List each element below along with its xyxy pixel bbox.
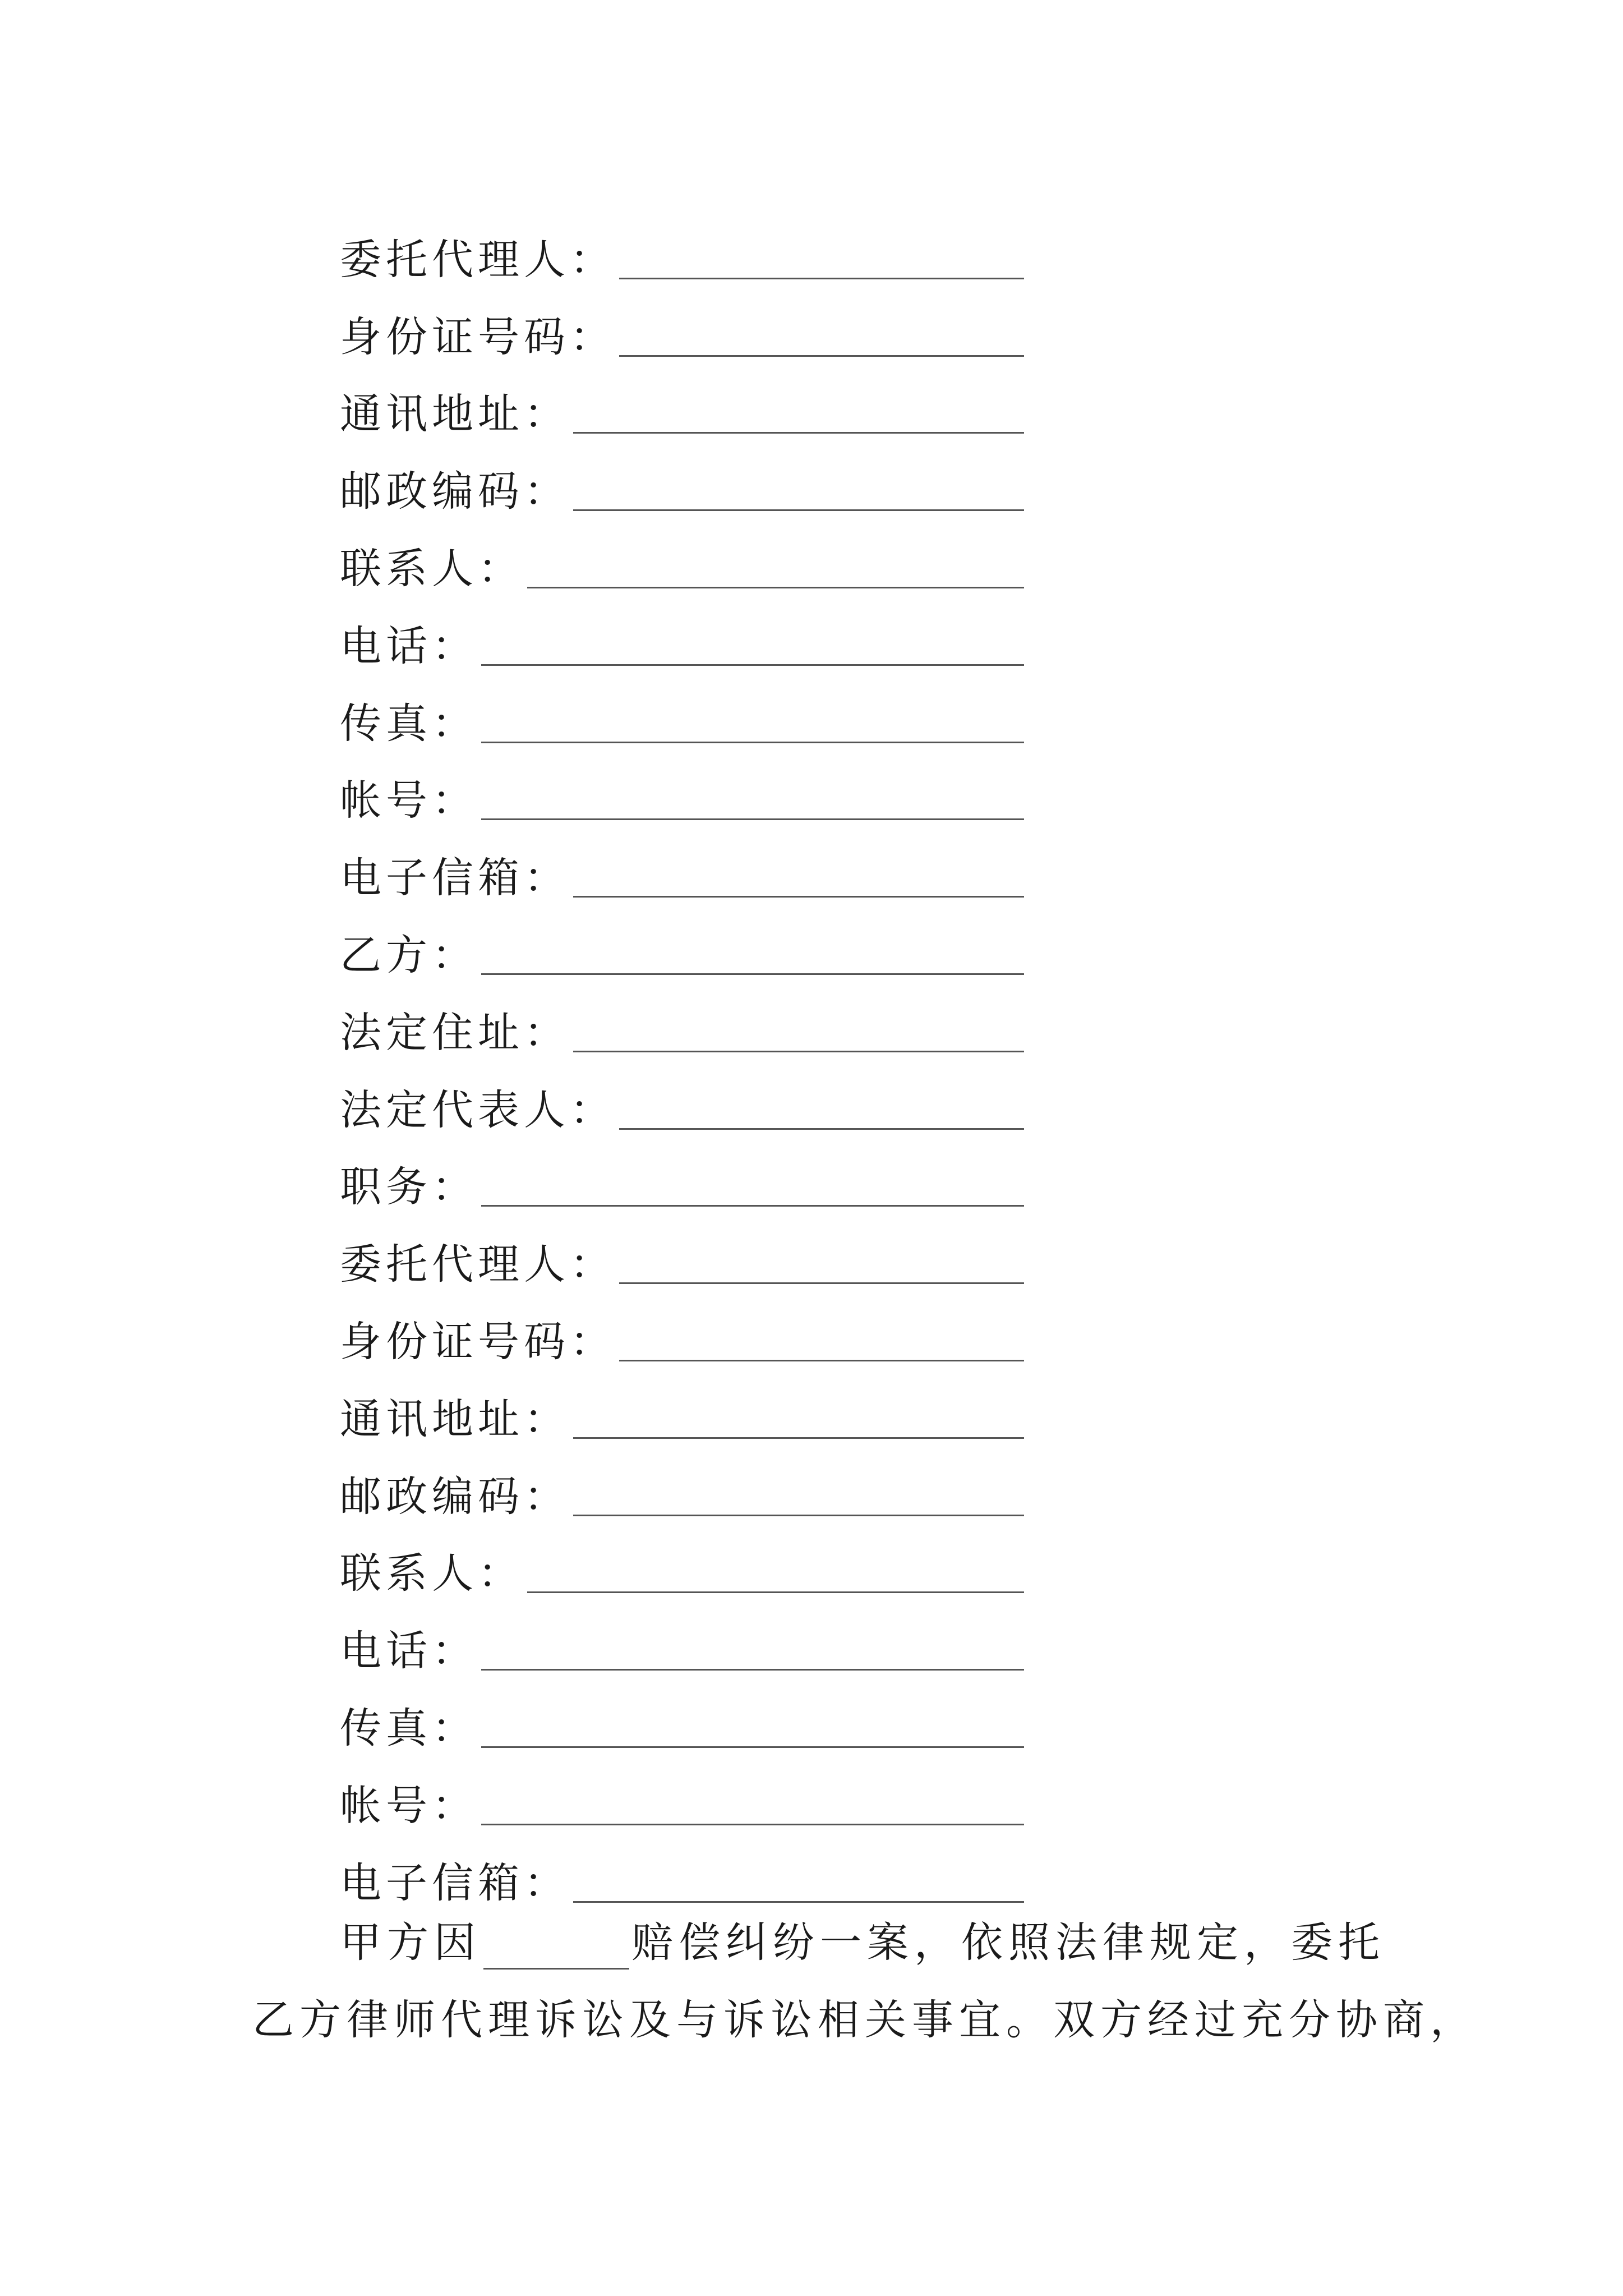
paragraph-text: 甲方因 <box>340 1918 481 1967</box>
field-label: 邮政编码： <box>340 1472 570 1521</box>
field-label: 帐号： <box>340 776 478 825</box>
field-row <box>340 1134 1024 1212</box>
field-row <box>340 1366 1024 1443</box>
field-row <box>340 1289 1024 1366</box>
field-row <box>340 1443 1024 1521</box>
field-label: 身份证号码： <box>340 312 616 361</box>
field-label: 法定住址： <box>340 1008 570 1057</box>
fill-in-blank[interactable] <box>619 1282 1024 1284</box>
field-row <box>340 1211 1024 1289</box>
fill-in-blank[interactable] <box>481 1746 1024 1748</box>
fill-in-blank[interactable] <box>573 509 1024 511</box>
paragraph-line <box>252 1904 1385 1982</box>
field-label: 传真： <box>340 699 478 748</box>
field-label: 联系人： <box>340 1549 524 1598</box>
field-label: 委托代理人： <box>340 1240 616 1289</box>
field-row <box>340 1675 1024 1752</box>
paragraph-text: 赔偿纠纷一案，依照法律规定，委托 <box>631 1918 1385 1967</box>
field-row <box>340 438 1024 516</box>
field-label: 通讯地址： <box>340 1395 570 1443</box>
paragraph-text: 乙方律师代理诉讼及与诉讼相关事宜。双方经过充分协商， <box>252 1995 1477 2044</box>
fill-in-blank[interactable] <box>573 896 1024 898</box>
fill-in-blank[interactable] <box>527 587 1024 588</box>
fill-in-blank[interactable] <box>573 1051 1024 1052</box>
agreement-paragraph <box>252 1904 1477 2059</box>
field-label: 法定代表人： <box>340 1085 616 1134</box>
field-label: 身份证号码： <box>340 1317 616 1366</box>
fill-in-blank[interactable] <box>481 1205 1024 1207</box>
field-row <box>340 206 1024 284</box>
field-row <box>340 593 1024 670</box>
fill-in-blank[interactable] <box>573 432 1024 434</box>
fill-in-blank[interactable] <box>573 1515 1024 1516</box>
field-row <box>340 748 1024 825</box>
paragraph-line <box>252 1982 1477 2059</box>
field-row <box>340 284 1024 361</box>
field-row <box>340 670 1024 748</box>
fill-in-blank[interactable] <box>527 1591 1024 1593</box>
fill-in-blank[interactable] <box>573 1901 1024 1903</box>
fill-in-blank[interactable] <box>481 973 1024 975</box>
field-label: 电子信箱： <box>340 1858 570 1907</box>
field-label: 委托代理人： <box>340 235 616 284</box>
field-row <box>340 1521 1024 1598</box>
field-row <box>340 825 1024 902</box>
field-label: 电子信箱： <box>340 854 570 903</box>
field-label: 乙方： <box>340 931 478 979</box>
fill-in-blank[interactable] <box>619 1128 1024 1130</box>
fill-in-blank[interactable] <box>481 742 1024 743</box>
field-row <box>340 979 1024 1057</box>
field-label: 传真： <box>340 1704 478 1752</box>
field-row <box>340 1752 1024 1830</box>
fill-in-blank[interactable] <box>481 1824 1024 1825</box>
fill-in-blank[interactable] <box>619 278 1024 279</box>
field-label: 联系人： <box>340 544 524 593</box>
field-row <box>340 902 1024 979</box>
field-row <box>340 1057 1024 1134</box>
field-label: 电话： <box>340 1627 478 1676</box>
field-row <box>340 1830 1024 1907</box>
fill-in-blank[interactable] <box>481 818 1024 820</box>
field-label: 职务： <box>340 1163 478 1212</box>
field-row <box>340 361 1024 439</box>
fill-in-blank[interactable] <box>481 1669 1024 1671</box>
field-row <box>340 516 1024 593</box>
fill-in-blank[interactable] <box>619 1360 1024 1361</box>
party-info-fields <box>340 206 1024 1907</box>
field-label: 邮政编码： <box>340 467 570 516</box>
fill-in-blank[interactable] <box>481 664 1024 666</box>
fill-in-blank[interactable] <box>573 1437 1024 1439</box>
field-label: 电话： <box>340 622 478 670</box>
field-row <box>340 1598 1024 1675</box>
fill-in-blank[interactable] <box>619 355 1024 357</box>
field-label: 帐号： <box>340 1781 478 1830</box>
case-name-blank[interactable] <box>483 1968 629 1970</box>
field-label: 通讯地址： <box>340 390 570 439</box>
